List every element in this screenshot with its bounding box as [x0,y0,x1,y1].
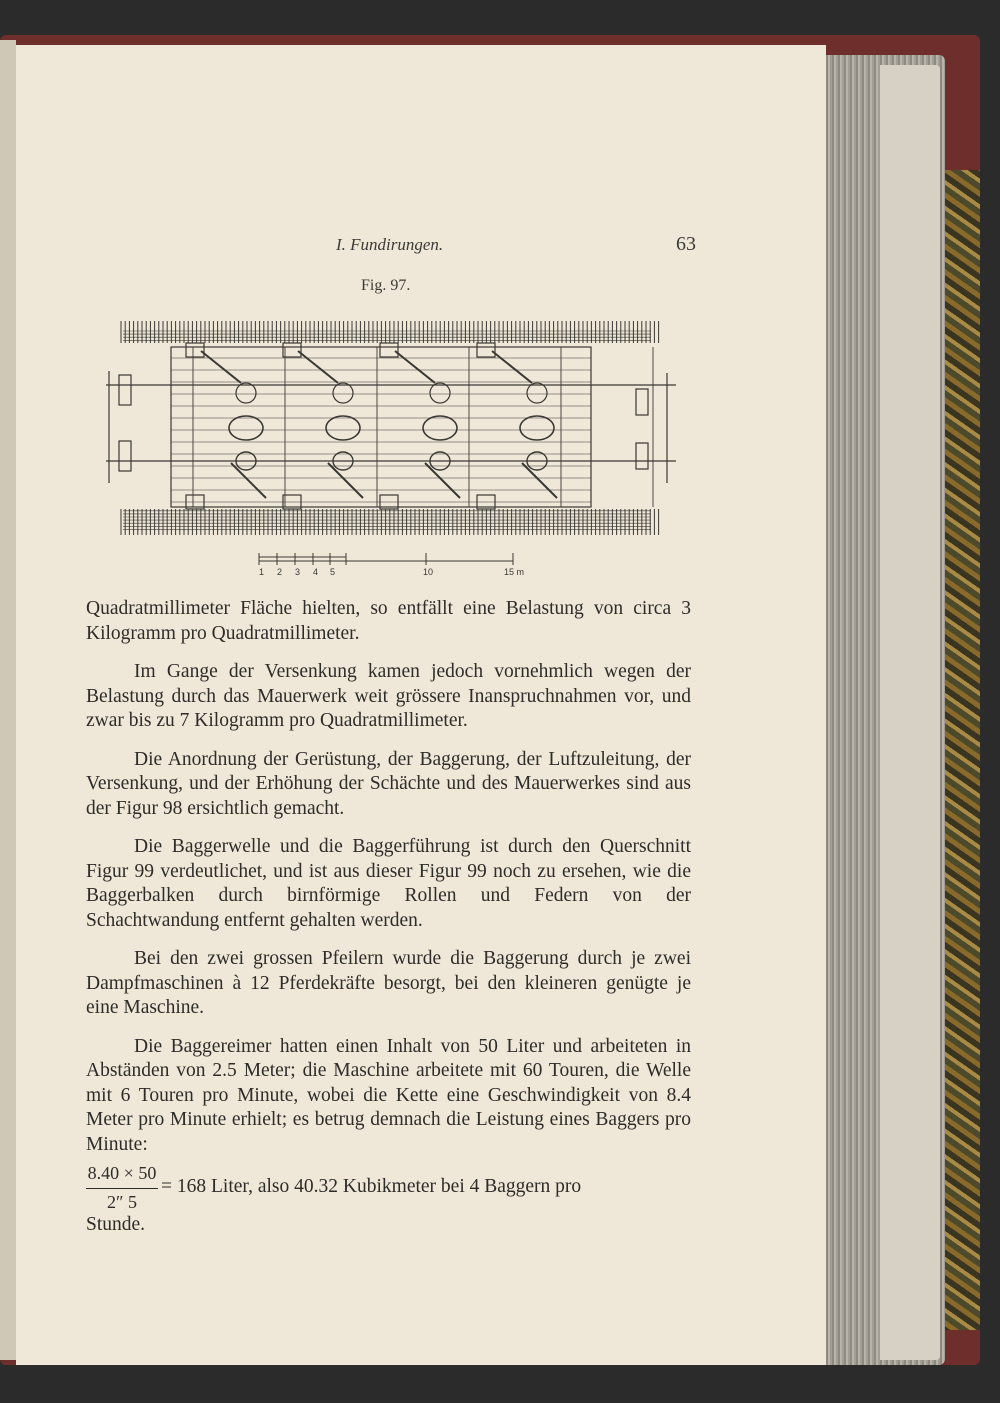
scale-label-1: 1 [259,567,265,577]
scale-label-15m: 15 m [504,567,525,577]
paragraph-1: Quadratmillimeter Fläche hielten, so entfällt eine Belastung von circa 3 Kilogramm pro Quadratmillimeter. [86,598,691,644]
paragraph-5: Bei den zwei grossen Pfeilern wurde die Baggerung durch je zwei Dampfmaschinen à 12 Pferdekräfte besorgt, bei den kleineren genügte je eine Maschine. [86,948,691,1018]
scale-label-5: 5 [330,567,336,577]
marbled-board [940,170,980,1330]
figure-97-drawing [101,313,681,583]
formula-denominator: 2″ 5 [107,1191,137,1212]
figure-caption: Fig. 97. [361,277,411,294]
book-page [16,45,826,1365]
formula [86,1161,691,1211]
scale-label-3: 3 [295,567,301,577]
page-number: 63 [676,233,696,255]
body-text [86,597,691,1238]
running-head-title: I. Fundirungen. [336,235,444,254]
formula-fraction [86,1161,158,1214]
scale-label-2: 2 [277,567,283,577]
scale-label-10: 10 [423,567,434,577]
running-head [16,235,706,261]
formula-numerator: 8.40 × 50 [86,1161,158,1189]
previous-page-edge [0,40,16,1360]
formula-result: = 168 Liter, also 40.32 Kubikmeter bei 4 Baggern pro [161,1176,582,1197]
paragraph-6: Die Baggereimer hatten einen Inhalt von 50 Liter und arbeiteten in Abständen von 2.5 Meter; die Maschine arbeitete mit 60 Touren, die Welle mit 6 Touren pro Minute, wobei die Kette eine Geschwindigkeit von 8.4 Meter pro Minute erhielt; es betrug demnach die Leistung eines Baggers pro Minute: [86,1035,691,1155]
page-edges-light [880,65,940,1360]
paragraph-2: Im Gange der Versenkung kamen jedoch vornehmlich wegen der Belastung durch das Mauerwerk weit grössere Inanspruchnahmen vor, und zwar bis zu 7 Kilogramm pro Quadratmillimeter. [86,661,691,731]
paragraph-3: Die Anordnung der Gerüstung, der Baggerung, der Luftzuleitung, der Versenkung, und der Erhöhung der Schächte und des Mauerwerkes sind aus der Figur 98 ersichtlich gemacht. [86,748,691,819]
paragraph-4: Die Baggerwelle und die Baggerführung ist durch den Querschnitt Figur 99 verdeutlichet, und ist aus dieser Figur 99 noch zu ersehen, wie die Baggerbalken durch birnförmige Rollen und Federn von der Schachtwandung entfernt gehalten werden. [86,836,691,931]
formula-continuation: Stunde. [86,1214,146,1235]
scale-label-4: 4 [313,567,319,577]
